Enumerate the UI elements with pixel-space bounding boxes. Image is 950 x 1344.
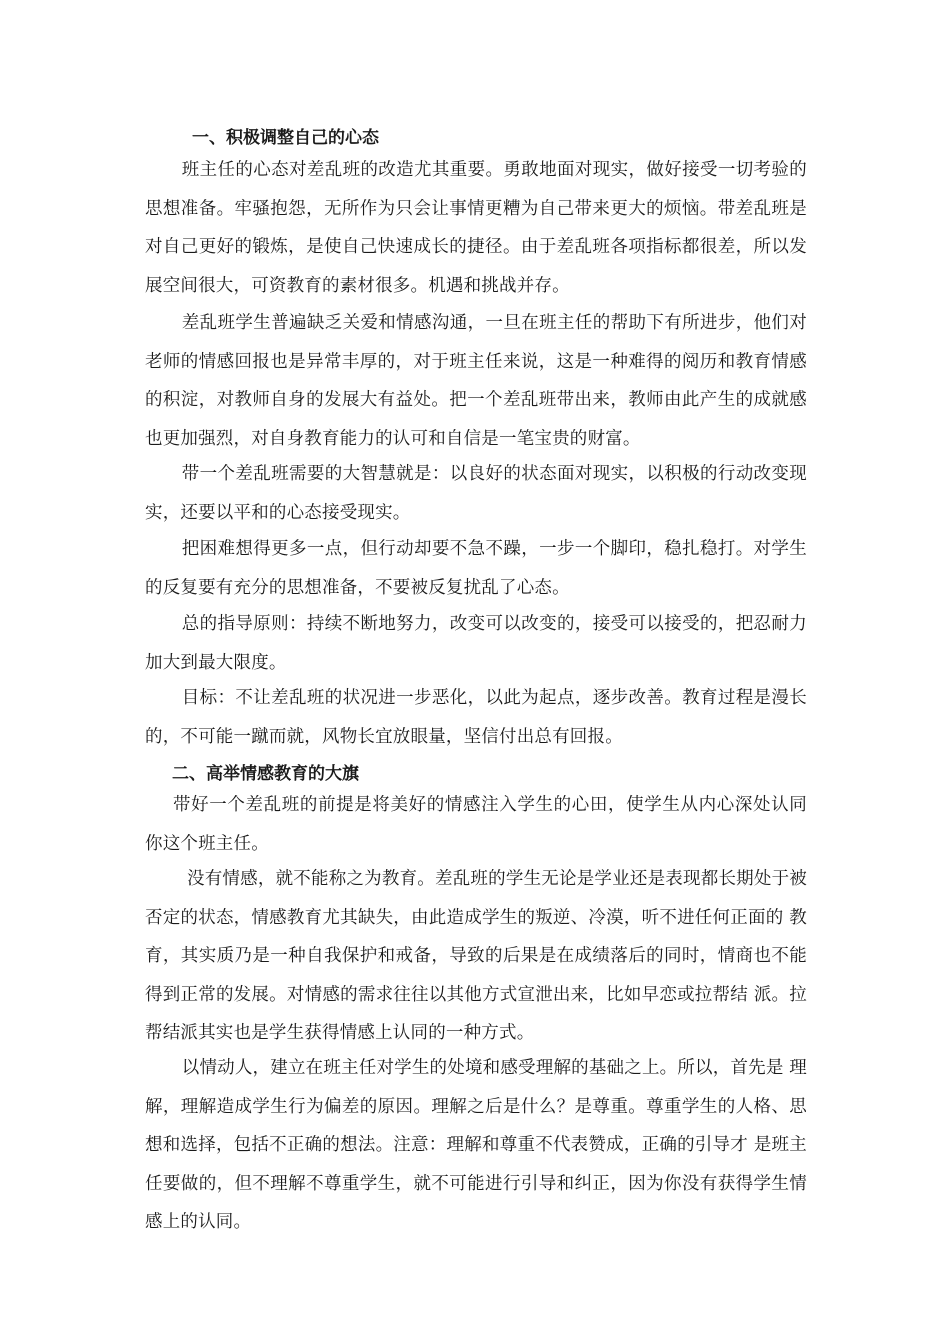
section-1-paragraph-1: 班主任的心态对差乱班的改造尤其重要。勇敢地面对现实，做好接受一切考验的思想准备。牢骚抱怨，无所作为只会让事情更糟为自己带来更大的烦恼。带差乱班是对自己更好的锻炼，是使自己快速成长的捷径。由于差乱班各项指标都很差，所以发展空间很大，可资教育的素材很多。机遇和挑战并存。 [145,160,807,296]
section-1-paragraph-5: 总的指导原则：持续不断地努力，改变可以改变的，接受可以接受的，把忍耐力加大到最大限度。 [145,614,807,673]
section-2-paragraph-3: 以情动人，建立在班主任对学生的处境和感受理解的基础之上。所以，首先是 理解，理解造成学生行为偏差的原因。理解之后是什么？是尊重。尊重学生的人格、思想和选择，包括不正确的想法。注意：理解和尊重不代表赞成，正确的引导才 是班主任要做的，但不理解不尊重学生，就不可能进行引导和纠正，因为你没有获得学生情感上的认同。 [145,1058,808,1232]
section-1-paragraph-3: 带一个差乱班需要的大智慧就是：以良好的状态面对现实，以积极的行动改变现实，还要以平和的心态接受现实。 [145,464,807,523]
section-1-paragraph-2: 差乱班学生普遍缺乏关爱和情感沟通，一旦在班主任的帮助下有所进步，他们对老师的情感回报也是异常丰厚的，对于班主任来说，这是一种难得的阅历和教育情感的积淀，对教师自身的发展大有益处。把一个差乱班带出来，教师由此产生的成就感也更加强烈，对自身教育能力的认可和自信是一笔宝贵的财富。 [145,313,807,449]
section-1-heading: 一、积极调整自己的心态 [192,128,379,148]
section-2-paragraph-1: 带好一个差乱班的前提是将美好的情感注入学生的心田，使学生从内心深处认同你这个班主任。 [145,795,807,854]
section-2-heading: 二、高举情感教育的大旗 [172,764,359,784]
section-2-paragraph-2: 没有情感，就不能称之为教育。差乱班的学生无论是学业还是表现都长期处于被否定的状态，情感教育尤其缺失，由此造成学生的叛逆、冷漠，听不进任何正面的 教育，其实质乃是一种自我保护和戒备，导致的后果是在成绩落后的同时，情商也不能得到正常的发展。对情感的需求往往以其他方式宣泄出来，比如早恋或拉帮结 派。拉帮结派其实也是学生获得情感上认同的一种方式。 [145,869,807,1043]
section-1-paragraph-4: 把困难想得更多一点，但行动却要不急不躁，一步一个脚印，稳扎稳打。对学生的反复要有充分的思想准备，不要被反复扰乱了心态。 [145,539,807,598]
section-1-paragraph-6: 目标：不让差乱班的状况进一步恶化，以此为起点，逐步改善。教育过程是漫长的，不可能一蹴而就，风物长宜放眼量，坚信付出总有回报。 [145,688,807,747]
